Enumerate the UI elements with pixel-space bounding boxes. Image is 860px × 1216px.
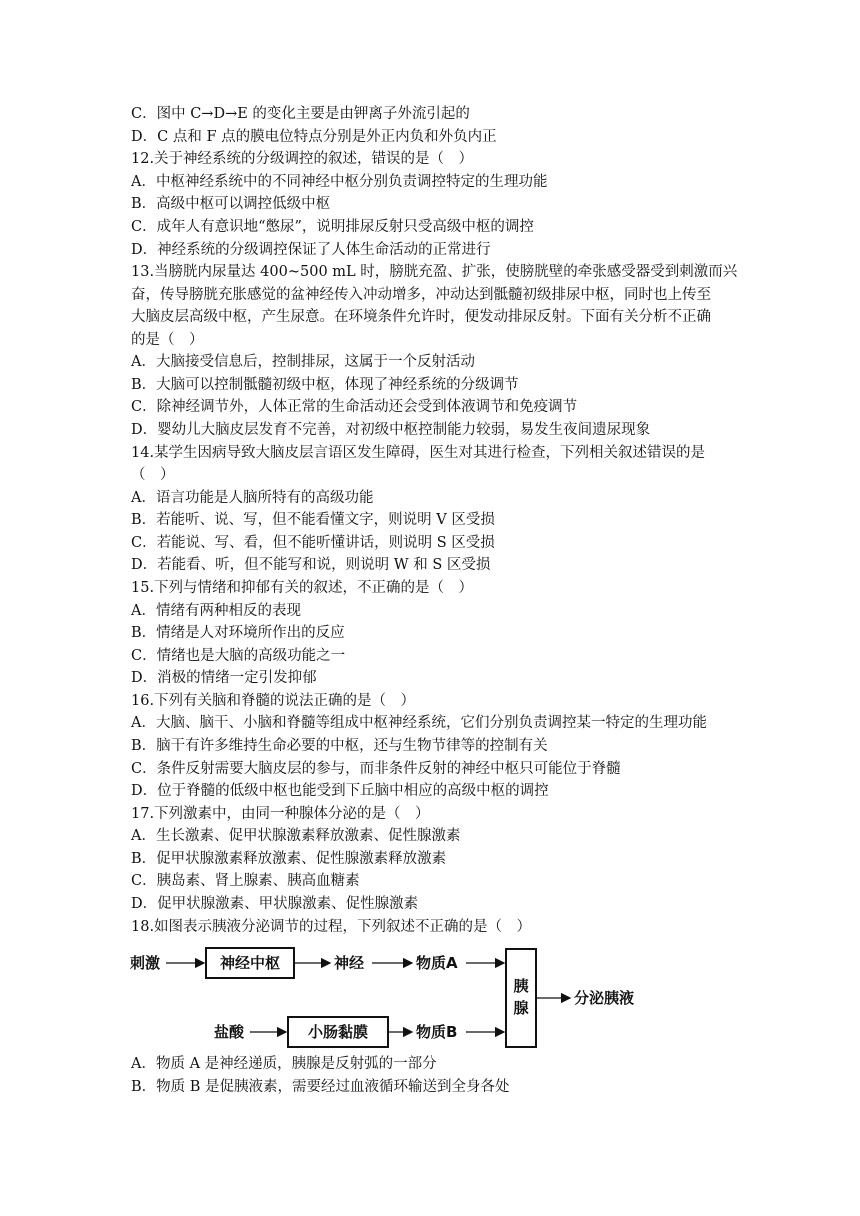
stimulus-label: 刺激 (130, 954, 161, 972)
option-a-q15: A．情绪有两种相反的表现 (131, 603, 301, 619)
option-c-q13: C．除神经调节外，人体正常的生命活动还会受到体液调节和免疫调节 (131, 399, 578, 415)
question-13-line4: 的是（ ） (131, 332, 204, 348)
option-d-q15: D．消极的情绪一定引发抑郁 (131, 670, 317, 686)
pancreas-label-top: 胰 (513, 977, 529, 995)
option-a-q18: A．物质 A 是神经递质，胰腺是反射弧的一部分 (131, 1056, 437, 1072)
option-b-q17: B．促甲状腺激素释放激素、促性腺激素释放激素 (131, 851, 447, 867)
question-12: 12.关于神经系统的分级调控的叙述，错误的是（ ） (131, 151, 474, 167)
question-13-line3: 大脑皮层高级中枢，产生尿意。在环境条件允许时，便发动排尿反射。下面有关分析不正确 (131, 309, 711, 325)
substance-b-label: 物质B (416, 1023, 458, 1041)
option-a-q16: A．大脑、脑干、小脑和脊髓等组成中枢神经系统，它们分别负责调控某一特定的生理功能 (131, 715, 707, 731)
option-d-q12: D．神经系统的分级调控保证了人体生命活动的正常进行 (131, 242, 491, 258)
option-b-q18: B．物质 B 是促胰液素，需要经过血液循环输送到全身各处 (131, 1079, 510, 1095)
option-c-q12: C．成年人有意识地“憋尿”，说明排尿反射只受高级中枢的调控 (131, 219, 534, 235)
question-13-line1: 13.当膀胱内尿量达 400~500 mL 时，膀胱充盈、扩张，使膀胱壁的牵张感受器受到刺激而兴 (131, 264, 738, 280)
question-17: 17.下列激素中，由同一种腺体分泌的是（ ） (131, 806, 430, 822)
option-b-q14: B．若能听、说、写，但不能看懂文字，则说明 V 区受损 (131, 512, 495, 528)
question-18: 18.如图表示胰液分泌调节的过程，下列叙述不正确的是（ ） (131, 919, 532, 935)
question-14-line1: 14.某学生因病导致大脑皮层言语区发生障碍，医生对其进行检查，下列相关叙述错误的是 (131, 445, 706, 461)
option-b-q12: B．高级中枢可以调控低级中枢 (131, 196, 331, 212)
question-16: 16.下列有关脑和脊髓的说法正确的是（ ） (131, 693, 416, 709)
option-d-q13: D．婴幼儿大脑皮层发育不完善，对初级中枢控制能力较弱，易发生夜间遗尿现象 (131, 422, 651, 438)
option-b-q15: B．情绪是人对环境所作出的反应 (131, 625, 345, 641)
question-14-line2: （ ） (131, 467, 175, 483)
pancreas-regulation-diagram (128, 937, 648, 1049)
question-15: 15.下列与情绪和抑郁有关的叙述，不正确的是（ ） (131, 580, 474, 596)
substance-a-label: 物质A (416, 954, 458, 972)
nerve-label: 神经 (334, 954, 365, 972)
question-13-line2: 奋，传导膀胱充胀感觉的盆神经传入冲动增多，冲动达到骶髓初级排尿中枢，同时也上传至 (131, 287, 711, 303)
output-label: 分泌胰液 (574, 989, 635, 1007)
option-d-q16: D．位于脊髓的低级中枢也能受到下丘脑中相应的高级中枢的调控 (131, 783, 549, 799)
option-d-q14: D．若能看、听，但不能写和说，则说明 W 和 S 区受损 (131, 557, 491, 573)
nerve-center-label: 神经中枢 (219, 954, 281, 972)
option-c-q15: C．情绪也是大脑的高级功能之一 (131, 648, 346, 664)
option-c-q14: C．若能说、写、看，但不能听懂讲话，则说明 S 区受损 (131, 535, 495, 551)
option-c-q16: C．条件反射需要大脑皮层的参与，而非条件反射的神经中枢只可能位于脊髓 (131, 761, 621, 777)
option-b-q13: B．大脑可以控制骶髓初级中枢，体现了神经系统的分级调节 (131, 377, 519, 393)
pancreas-label-bottom: 腺 (513, 999, 529, 1017)
option-a-q17: A．生长激素、促甲状腺激素释放激素、促性腺激素 (131, 828, 461, 844)
option-d-q11: D．C 点和 F 点的膜电位特点分别是外正内负和外负内正 (131, 129, 497, 145)
intestine-mucosa-label: 小肠黏膜 (307, 1023, 369, 1041)
option-a-q14: A．语言功能是人脑所特有的高级功能 (131, 490, 374, 506)
option-a-q12: A．中枢神经系统中的不同神经中枢分别负责调控特定的生理功能 (131, 174, 548, 190)
acid-label: 盐酸 (214, 1023, 245, 1041)
option-b-q16: B．脑干有许多维持生命必要的中枢，还与生物节律等的控制有关 (131, 738, 548, 754)
option-c-q11: C．图中 C→D→E 的变化主要是由钾离子外流引起的 (131, 106, 470, 122)
option-a-q13: A．大脑接受信息后，控制排尿，这属于一个反射活动 (131, 354, 475, 370)
option-c-q17: C．胰岛素、肾上腺素、胰高血糖素 (131, 873, 360, 889)
pancreas-box (506, 949, 536, 1047)
option-d-q17: D．促甲状腺激素、甲状腺激素、促性腺激素 (131, 896, 419, 912)
